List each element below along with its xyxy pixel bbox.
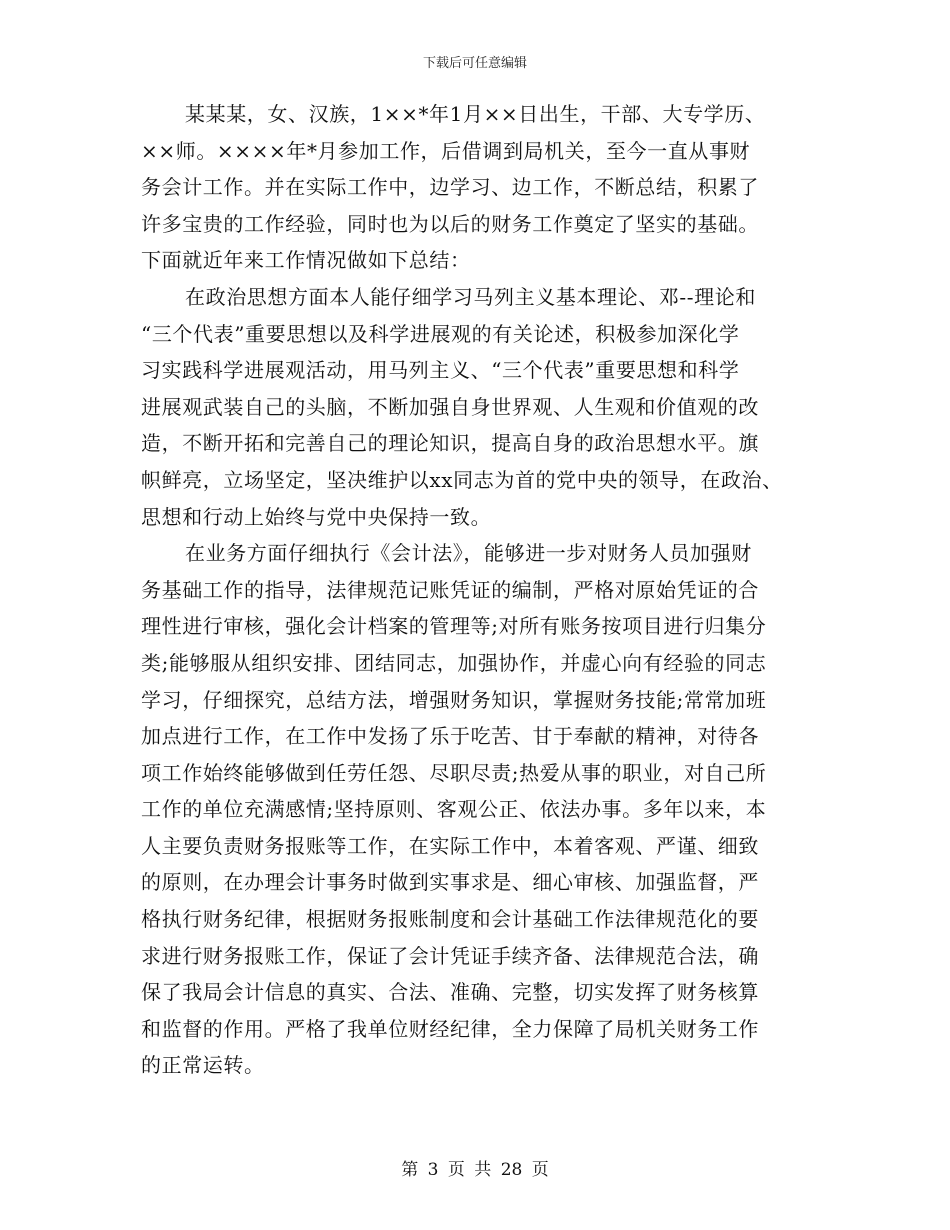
text-line: 项工作始终能够做到任劳任怨、尽职尽责;热爱从事的职业，对自己所 xyxy=(141,760,767,785)
text-line: 工作的单位充满感情;坚持原则、客观公正、依法办事。多年以来，本 xyxy=(141,797,767,822)
text-line: 的正常运转。 xyxy=(141,1053,265,1078)
text-line: 某某某，女、汉族，1××*年1月××日出生，干部、大专学历、 xyxy=(185,102,766,126)
text-line: 类;能够服从组织安排、团结同志，加强协作，并虚心向有经验的同志 xyxy=(141,650,767,675)
text-line: 进展观武装自己的头脑，不断加强自身世界观、人生观和价值观的改 xyxy=(141,394,759,419)
text-line: 务基础工作的指导，法律规范记账凭证的编制，严格对原始凭证的合 xyxy=(141,577,759,602)
text-line: 学习，仔细探究，总结方法，增强财务知识，掌握财务技能;常常加班 xyxy=(141,687,767,712)
document-body xyxy=(141,96,811,1084)
text-line: 的原则，在办理会计事务时做到实事求是、细心审核、加强监督，严 xyxy=(141,870,759,895)
text-line: 帜鲜亮，立场坚定，坚决维护以xx同志为首的党中央的领导，在政治、 xyxy=(141,467,783,492)
text-line: 思想和行动上始终与党中央保持一致。 xyxy=(141,504,492,529)
text-line: 加点进行工作，在工作中发扬了乐于吃苦、甘于奉献的精神，对待各 xyxy=(141,724,759,749)
text-line: 习实践科学进展观活动，用马列主义、“三个代表”重要思想和科学 xyxy=(141,358,740,383)
text-line: 人主要负责财务报账等工作，在实际工作中，本着客观、严谨、细致 xyxy=(141,833,759,858)
text-line: 和监督的作用。严格了我单位财经纪律，全力保障了局机关财务工作 xyxy=(141,1016,759,1041)
text-line: ××师。××××年*月参加工作，后借调到局机关，至今一直从事财 xyxy=(141,138,751,163)
text-line: 务会计工作。并在实际工作中，边学习、边工作，不断总结，积累了 xyxy=(141,175,759,200)
text-line: 求进行财务报账工作，保证了会计凭证手续齐备、法律规范合法，确 xyxy=(141,943,759,968)
text-line: 许多宝贵的工作经验，同时也为以后的财务工作奠定了坚实的基础。 xyxy=(141,211,759,236)
page-number-footer: 第 3 页 共 28 页 xyxy=(401,1160,549,1180)
text-line: 理性进行审核，强化会计档案的管理等;对所有账务按项目进行归集分 xyxy=(141,614,767,639)
text-line: 在业务方面仔细执行《会计法》，能够进一步对财务人员加强财 xyxy=(185,541,752,566)
page-header-note: 下载后可任意编辑 xyxy=(422,56,527,71)
text-line: 下面就近年来工作情况做如下总结： xyxy=(141,248,471,273)
text-line: 格执行财务纪律，根据财务报账制度和会计基础工作法律规范化的要 xyxy=(141,907,759,932)
text-line: 在政治思想方面本人能仔细学习马列主义基本理论、邓--理论和 xyxy=(185,284,756,309)
text-line: 保了我局会计信息的真实、合法、准确、完整，切实发挥了财务核算 xyxy=(141,980,759,1005)
text-line: “三个代表”重要思想以及科学进展观的有关论述，积极参加深化学 xyxy=(141,321,740,346)
text-line: 造，不断开拓和完善自己的理论知识，提高自身的政治思想水平。旗 xyxy=(141,431,759,456)
